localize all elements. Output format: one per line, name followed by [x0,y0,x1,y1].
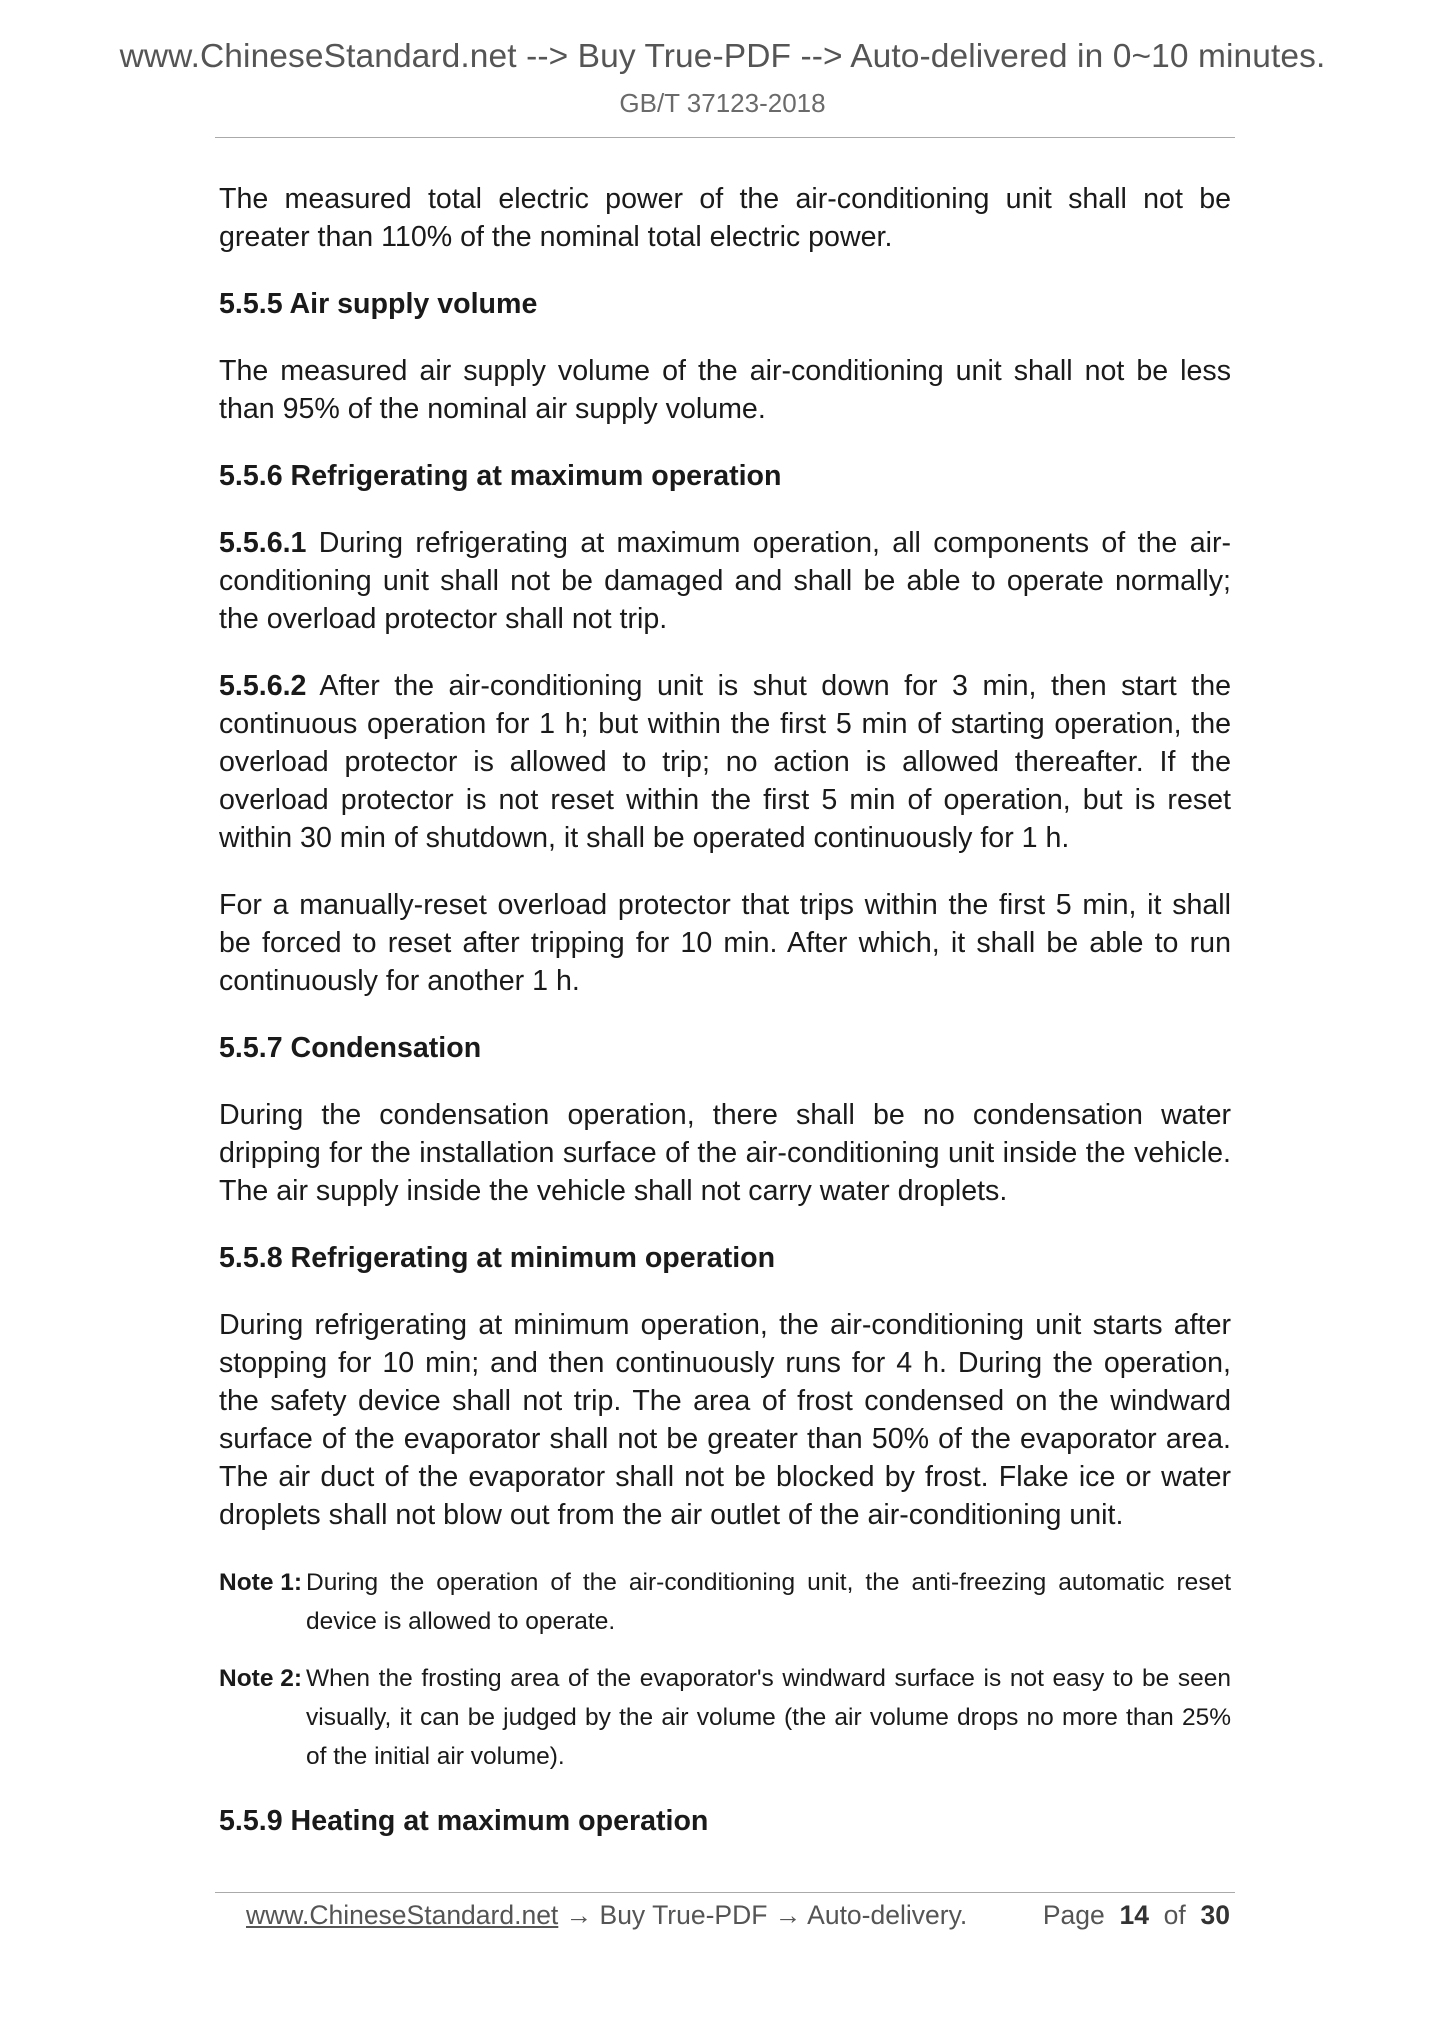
heading-5-5-9: 5.5.9 Heating at maximum operation [219,1805,709,1837]
heading-5-5-7: 5.5.7 Condensation [219,1032,482,1064]
clause-text: During refrigerating at maximum operation, all components of the air-conditioning unit shall not be damaged and shall be able to operate normally; the overload protector shall not trip. [219,527,1231,635]
note-text: When the frosting area of the evaporator's windward surface is not easy to be seen visually, it can be judged by the air volume (the air volume drops no more than 25% of the initial air volume). [306,1665,1231,1770]
clause-5-5-6-2 [219,667,1231,857]
footer-divider [215,1892,1235,1893]
paragraph-condensation: During the condensation operation, there shall be no condensation water dripping for the installation surface of the air-conditioning unit inside the vehicle. The air supply inside the vehicle shall not carry water droplets. [219,1099,1231,1207]
clause-number: 5.5.6.2 [219,670,307,702]
of-word: of [1163,1900,1186,1930]
heading-5-5-8: 5.5.8 Refrigerating at minimum operation [219,1242,776,1274]
total-pages: 30 [1200,1900,1230,1930]
paragraph-manual-reset: For a manually-reset overload protector that trips within the first 5 min, it shall be forced to reset after tripping for 10 min. After which, it shall be able to run continuously for another 1 h. [219,889,1231,997]
footer-left [246,1895,967,1935]
note-label: Note 1: [219,1569,303,1596]
heading-5-5-6: 5.5.6 Refrigerating at maximum operation [219,460,782,492]
document-body [219,180,1231,1869]
clause-text: After the air-conditioning unit is shut down for 3 min, then start the continuous operation for 1 h; but within the first 5 min of starting operation, the overload protector is allowed to trip; no action is allowed thereafter. If the overload protector is not reset within the first 5 min of operation, but is reset within 30 min of shutdown, it shall be operated continuously for 1 h. [219,670,1231,854]
page-word: Page [1042,1900,1105,1930]
note-1 [219,1563,1231,1641]
heading-5-5-5: 5.5.5 Air supply volume [219,288,538,320]
paragraph-air-supply: The measured air supply volume of the air-conditioning unit shall not be less than 95% of the nominal air supply volume. [219,355,1231,425]
header-banner: www.ChineseStandard.net --> Buy True-PDF --> Auto-delivered in 0~10 minutes. [119,38,1326,75]
note-label: Note 2: [219,1665,303,1692]
paragraph-total-power: The measured total electric power of the air-conditioning unit shall not be greater than 110% of the nominal total electric power. [219,183,1231,253]
note-text: During the operation of the air-conditioning unit, the anti-freezing automatic reset device is allowed to operate. [306,1569,1231,1635]
note-2 [219,1659,1231,1776]
footer-site-link[interactable]: www.ChineseStandard.net [246,1900,559,1930]
page-number: 14 [1119,1900,1149,1930]
paragraph-min-operation: During refrigerating at minimum operation, the air-conditioning unit starts after stopping for 10 min; and then continuously runs for 4 h. During the operation, the safety device shall not trip. The area of frost condensed on the windward surface of the evaporator shall not be greater than 50% of the evaporator area. The air duct of the evaporator shall not be blocked by frost. Flake ice or water droplets shall not blow out from the air outlet of the air-conditioning unit. [219,1309,1231,1531]
clause-5-5-6-1 [219,524,1231,638]
header-divider [215,137,1235,138]
page-indicator [1043,1895,1230,1935]
footer-tagline: → Buy True-PDF → Auto-delivery. [558,1900,968,1930]
document-id: GB/T 37123-2018 [619,88,826,118]
page-footer [246,1895,1230,1935]
clause-number: 5.5.6.1 [219,527,307,559]
